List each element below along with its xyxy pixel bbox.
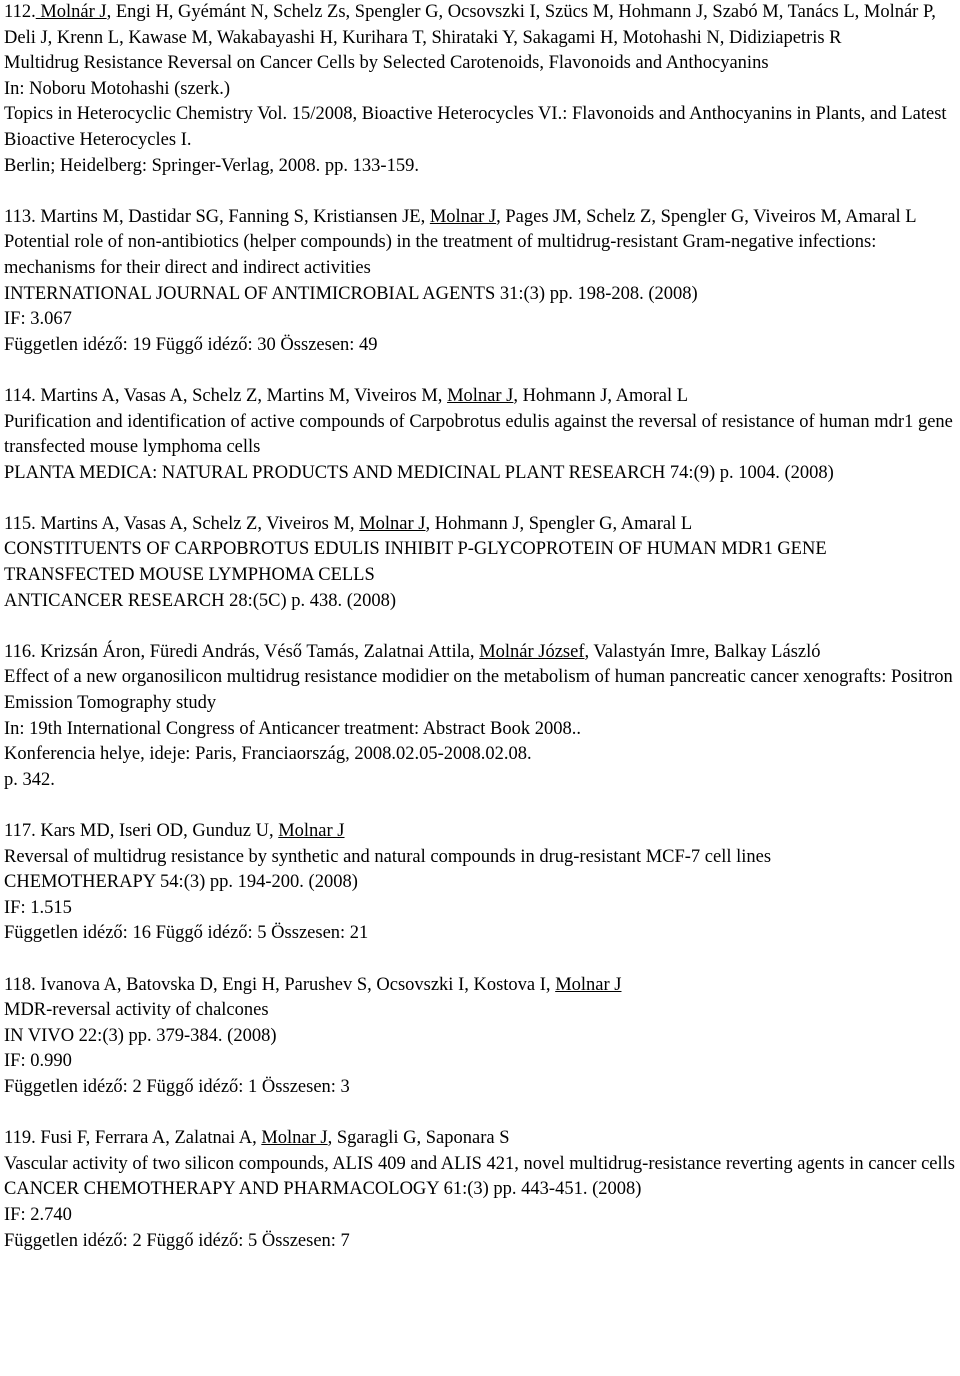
citation-counts: Független idéző: 2 Függő idéző: 1 Összesen: 3 xyxy=(4,1076,350,1097)
entry-number: 119. xyxy=(4,1128,36,1149)
authors-before-highlight: Kars MD, Iseri OD, Gunduz U, xyxy=(35,821,279,841)
publication-entry-114 xyxy=(4,384,956,486)
page-reference: p. 342. xyxy=(4,769,55,790)
publication-entry-119 xyxy=(4,1126,956,1254)
impact-factor: IF: 1.515 xyxy=(4,897,72,918)
publication-entry-117 xyxy=(4,819,956,947)
publication-journal: CHEMOTHERAPY 54:(3) pp. 194-200. (2008) xyxy=(4,872,358,893)
entry-spacer xyxy=(4,947,956,973)
publication-authors xyxy=(4,205,956,231)
publication-title: Potential role of non-antibiotics (helper compounds) in the treatment of multidrug-resistant Gram-negative infections: mechanisms for their direct and indirect activities xyxy=(4,232,877,278)
publication-title: MDR-reversal activity of chalcones xyxy=(4,1000,269,1021)
impact-factor: IF: 3.067 xyxy=(4,309,72,330)
publication-authors xyxy=(4,512,956,538)
publication-title: Multidrug Resistance Reversal on Cancer Cells by Selected Carotenoids, Flavonoids and Anthocyanins xyxy=(4,53,769,74)
conference-venue: Konferencia helye, ideje: Paris, Franciaország, 2008.02.05-2008.02.08. xyxy=(4,744,532,765)
entry-number: 112. xyxy=(4,2,36,22)
entry-spacer xyxy=(4,486,956,512)
highlighted-author: Molnar J xyxy=(555,974,622,995)
entry-number: 116. xyxy=(4,641,36,662)
citation-counts: Független idéző: 2 Függő idéző: 5 Összesen: 7 xyxy=(4,1230,350,1251)
publication-authors xyxy=(4,819,956,845)
highlighted-author: Molnar J xyxy=(261,1128,328,1149)
publication-authors xyxy=(4,0,956,51)
authors-before-highlight: Martins A, Vasas A, Schelz Z, Martins M, Viveiros M, xyxy=(35,385,448,406)
authors-after-highlight: , Hohmann J, Amoral L xyxy=(513,385,689,406)
publication-editor: In: Noboru Motohashi (szerk.) xyxy=(4,78,231,99)
entry-spacer xyxy=(4,614,956,640)
authors-after-highlight: , Sgaragli G, Saponara S xyxy=(327,1128,510,1149)
publication-entry-118 xyxy=(4,973,956,1101)
publication-title: CONSTITUENTS OF CARPOBROTUS EDULIS INHIBIT P-GLYCOPROTEIN OF HUMAN MDR1 GENE TRANSFECTED MOUSE LYMPHOMA CELLS xyxy=(4,539,827,586)
publication-title: Effect of a new organosilicon multidrug resistance modidier on the metabolism of human pancreatic cancer xenografts: Positron Emission Tomography study xyxy=(4,667,953,714)
publication-title: Purification and identification of active compounds of Carpobrotus edulis against the reversal of resistance of human mdr1 gene transfected mouse lymphoma cells xyxy=(4,411,953,458)
publication-entry-113 xyxy=(4,205,956,359)
publication-authors xyxy=(4,384,956,410)
conference-book: In: 19th International Congress of Anticancer treatment: Abstract Book 2008.. xyxy=(4,718,581,739)
publication-authors xyxy=(4,973,956,999)
impact-factor: IF: 0.990 xyxy=(4,1051,72,1072)
entry-spacer xyxy=(4,793,956,819)
highlighted-author: Molnar J xyxy=(429,206,497,227)
entry-number: 114. xyxy=(4,385,36,406)
authors-after-highlight: , Engi H, Gyémánt N, Schelz Zs, Spengler G, Ocsovszki I, Szücs M, Hohmann J, Szabó M, Tanács L, Molnár P, Deli J, Krenn L, Kawase M, Wakabayashi H, Kurihara T, Shirataki Y, Sakagami H, Motohashi N, Didiziapetris R xyxy=(4,2,936,48)
entry-spacer xyxy=(4,358,956,384)
authors-before-highlight: Ivanova A, Batovska D, Engi H, Parushev S, Ocsovszki I, Kostova I, xyxy=(35,974,556,995)
publication-publisher: Berlin; Heidelberg: Springer-Verlag, 2008. pp. 133-159. xyxy=(4,155,419,176)
entry-number: 115. xyxy=(4,513,36,534)
highlighted-author: Molnar J xyxy=(359,513,426,534)
publication-series: Topics in Heterocyclic Chemistry Vol. 15/2008, Bioactive Heterocycles VI.: Flavonoids and Anthocyanins in Plants, and Latest Bioactive Heterocycles I. xyxy=(4,104,947,150)
authors-after-highlight: , Hohmann J, Spengler G, Amaral L xyxy=(425,513,693,534)
publication-authors xyxy=(4,1126,956,1152)
authors-before-highlight: Martins A, Vasas A, Schelz Z, Viveiros M, xyxy=(35,513,360,534)
publication-entry-115 xyxy=(4,512,956,614)
publication-entry-112 xyxy=(4,0,956,179)
publication-journal: IN VIVO 22:(3) pp. 379-384. (2008) xyxy=(4,1025,277,1046)
highlighted-author: Molnar J xyxy=(278,821,345,841)
entry-number: 117. xyxy=(4,821,36,841)
citation-counts: Független idéző: 19 Függő idéző: 30 Összesen: 49 xyxy=(4,334,378,355)
publication-journal: ANTICANCER RESEARCH 28:(5C) p. 438. (2008) xyxy=(4,590,397,611)
publication-journal: PLANTA MEDICA: NATURAL PRODUCTS AND MEDICINAL PLANT RESEARCH 74:(9) p. 1004. (2008) xyxy=(4,462,834,483)
entry-spacer xyxy=(4,179,956,205)
citation-counts: Független idéző: 16 Függő idéző: 5 Összesen: 21 xyxy=(4,923,369,944)
entry-number: 113. xyxy=(4,206,36,227)
highlighted-author: Molnár József xyxy=(479,641,585,662)
publication-title: Vascular activity of two silicon compounds, ALIS 409 and ALIS 421, novel multidrug-resistance reverting agents in cancer cells xyxy=(4,1153,955,1174)
highlighted-author: Molnár J xyxy=(35,2,107,22)
authors-after-highlight: , Pages JM, Schelz Z, Spengler G, Viveiros M, Amaral L xyxy=(496,206,917,227)
publication-journal: CANCER CHEMOTHERAPY AND PHARMACOLOGY 61:(3) pp. 443-451. (2008) xyxy=(4,1179,642,1200)
publication-entry-116 xyxy=(4,640,956,794)
impact-factor: IF: 2.740 xyxy=(4,1204,72,1225)
entry-number: 118. xyxy=(4,974,36,995)
authors-after-highlight: , Valastyán Imre, Balkay László xyxy=(584,641,821,662)
highlighted-author: Molnar J xyxy=(447,385,514,406)
publication-journal: INTERNATIONAL JOURNAL OF ANTIMICROBIAL AGENTS 31:(3) pp. 198-208. (2008) xyxy=(4,283,698,304)
publication-authors xyxy=(4,640,956,666)
authors-before-highlight: Krizsán Áron, Füredi András, Véső Tamás, Zalatnai Attila, xyxy=(35,641,480,662)
authors-before-highlight: Fusi F, Ferrara A, Zalatnai A, xyxy=(35,1128,262,1149)
authors-before-highlight: Martins M, Dastidar SG, Fanning S, Kristiansen JE, xyxy=(35,206,430,227)
entry-spacer xyxy=(4,1101,956,1127)
publication-title: Reversal of multidrug resistance by synthetic and natural compounds in drug-resistant MCF-7 cell lines xyxy=(4,846,772,867)
